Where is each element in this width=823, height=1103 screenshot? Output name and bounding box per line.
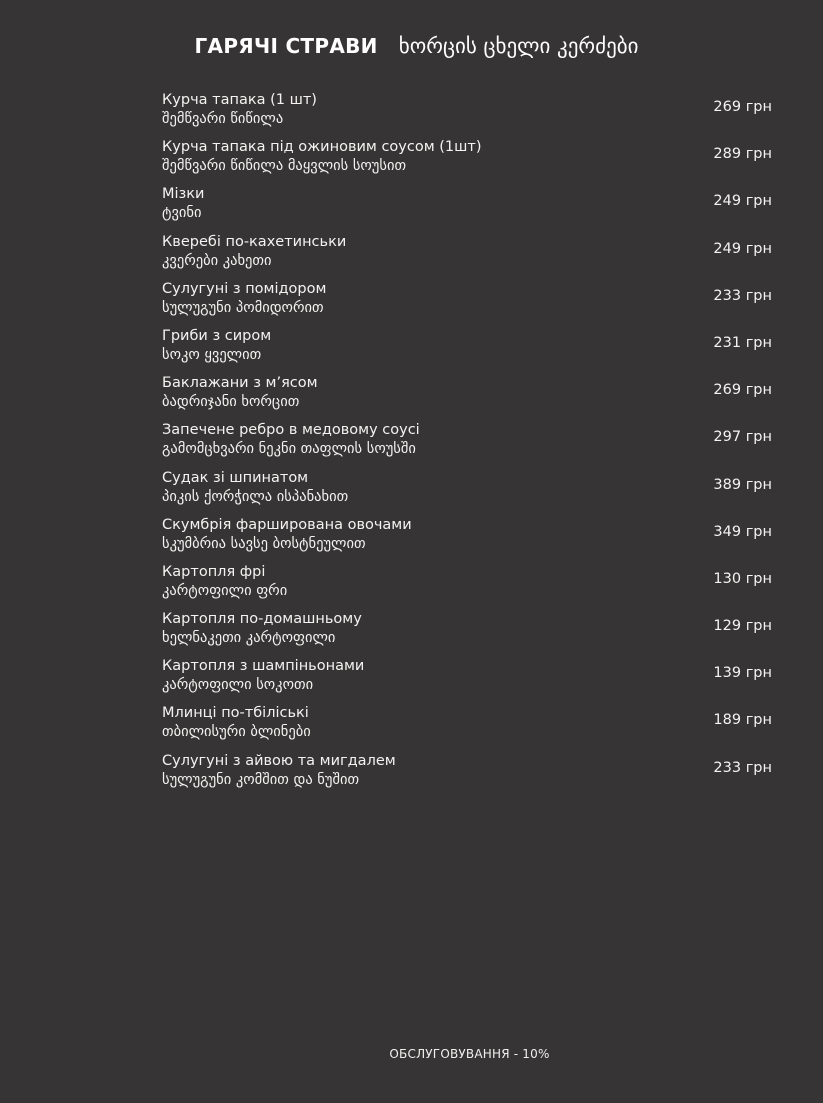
menu-item — [160, 374, 774, 421]
menu-item — [160, 421, 774, 468]
dish-name-georgian: კარტოფილი სოკოთი — [162, 677, 314, 694]
dish-name-georgian: გამომცხვარი ნეკნი თაფლის სოუსში — [162, 441, 416, 458]
menu-item — [160, 704, 774, 751]
dish-price: 233 грн — [713, 287, 772, 304]
dish-name-georgian: ტვინი — [162, 205, 202, 222]
dish-name-ukrainian: Судак зі шпинатом — [162, 469, 309, 486]
title-ukrainian: ГАРЯЧІ СТРАВИ — [194, 34, 378, 58]
menu-item — [160, 752, 774, 799]
dish-price: 139 грн — [713, 665, 772, 682]
menu-item — [160, 516, 774, 563]
menu-item — [160, 327, 774, 374]
dish-price: 231 грн — [713, 334, 772, 351]
dish-name-ukrainian: Баклажани з м’ясом — [162, 375, 318, 392]
dish-name-ukrainian: Запечене ребро в медовому соусі — [162, 422, 420, 439]
dish-name-georgian: შემწვარი წიწილა — [162, 111, 284, 127]
dish-price: 233 грн — [713, 759, 772, 776]
dish-name-ukrainian: Картопля фрі — [162, 563, 266, 580]
menu-item — [160, 138, 774, 185]
dish-name-georgian: შემწვარი წიწილა მაყვლის სოუსით — [162, 158, 407, 175]
dish-name-georgian: სკუმბრია სავსე ბოსტნეულით — [162, 535, 366, 552]
dish-price: 289 грн — [713, 146, 772, 163]
dish-name-ukrainian: Картопля з шампіньонами — [162, 658, 365, 675]
dish-name-georgian: სოკო ყველით — [162, 346, 262, 363]
dish-price: 297 грн — [713, 429, 772, 446]
dish-name-georgian: პიკის ქორჭილა ისპანახით — [162, 488, 349, 505]
dish-price: 269 грн — [713, 382, 772, 399]
dish-name-ukrainian: Млинці по-тбіліські — [162, 705, 309, 722]
dish-name-ukrainian: Курча тапака під ожиновим соусом (1шт) — [162, 139, 482, 156]
service-charge-note: ОБСЛУГОВУВАННЯ - 10% — [389, 1047, 550, 1061]
dish-price: 389 грн — [713, 476, 772, 493]
ornamental-divider — [189, 69, 745, 76]
dish-price: 349 грн — [713, 523, 772, 540]
dish-name-georgian: კვერები კახეთი — [162, 252, 272, 269]
menu-item — [160, 185, 774, 232]
dish-name-ukrainian: Картопля по-домашньому — [162, 611, 362, 628]
dish-name-georgian: ბადრიჯანი ხორცით — [162, 394, 300, 411]
dish-name-ukrainian: Мізки — [162, 186, 205, 203]
menu-item — [160, 610, 774, 657]
dish-price: 249 грн — [713, 240, 772, 257]
menu-item — [160, 657, 774, 704]
dish-price: 189 грн — [713, 712, 772, 729]
dish-name-ukrainian: Сулугуні з помідором — [162, 280, 327, 297]
menu-item — [160, 469, 774, 516]
dish-name-ukrainian: Сулугуні з айвою та мигдалем — [162, 752, 396, 769]
menu-item — [160, 563, 774, 610]
page-header — [0, 34, 823, 58]
title-georgian: ხორცის ცხელი კერძები — [398, 34, 639, 58]
dish-name-ukrainian: Скумбрія фарширована овочами — [162, 516, 412, 533]
dish-price: 130 грн — [713, 570, 772, 587]
dish-name-georgian: სულუგუნი კომშით და ნუშით — [162, 771, 360, 788]
dish-name-georgian: სულუგუნი პომიდორით — [162, 299, 324, 316]
menu-item — [160, 233, 774, 280]
dish-price: 249 грн — [713, 193, 772, 210]
dish-name-georgian: კარტოფილი ფრი — [162, 582, 288, 599]
dish-name-georgian: ხელნაკეთი კარტოფილი — [162, 630, 336, 647]
menu-list — [160, 91, 774, 799]
dish-name-ukrainian: Курча тапака (1 шт) — [162, 92, 317, 108]
dish-price: 269 грн — [713, 99, 772, 115]
dish-name-georgian: თბილისური ბლინები — [162, 724, 311, 741]
menu-item — [160, 91, 774, 138]
menu-item — [160, 280, 774, 327]
dish-price: 129 грн — [713, 618, 772, 635]
dish-name-ukrainian: Кверебі по-кахетинськи — [162, 233, 347, 250]
dish-name-ukrainian: Гриби з сиром — [162, 327, 272, 344]
